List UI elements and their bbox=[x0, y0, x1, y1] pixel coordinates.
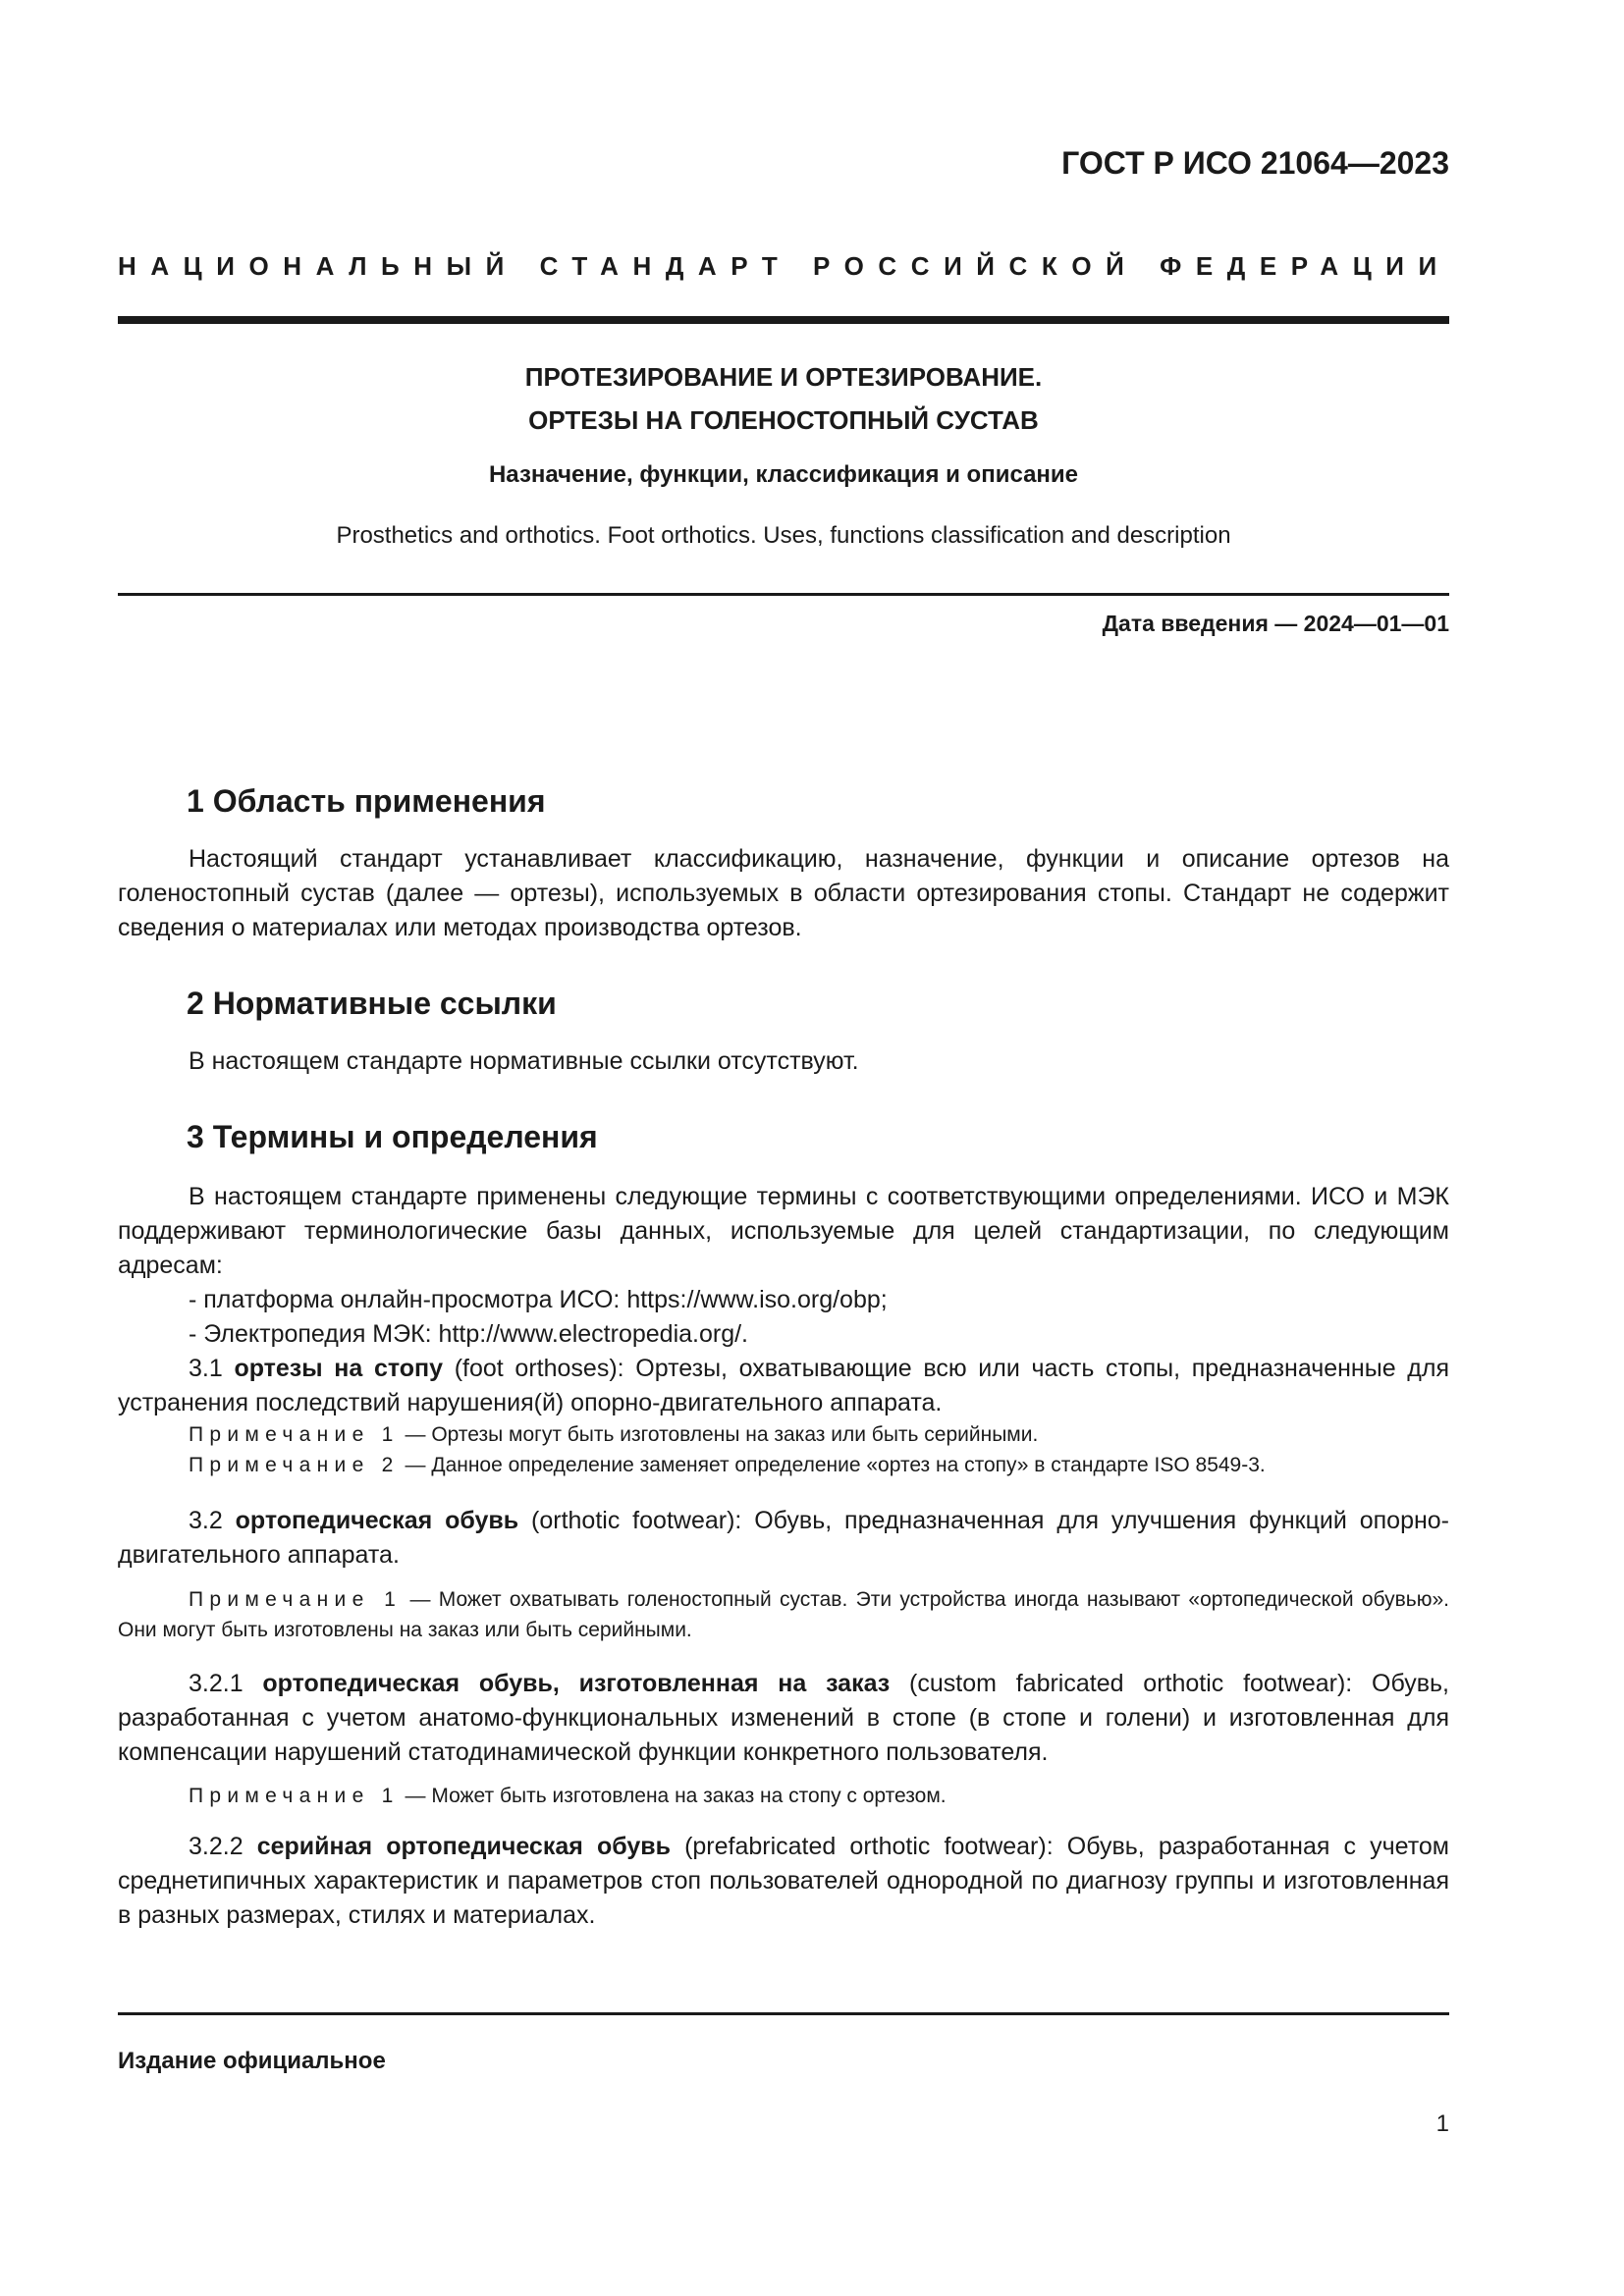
page-number: 1 bbox=[1435, 2110, 1449, 2137]
note-label: Примечание 2 bbox=[189, 1454, 400, 1476]
term-3-1-term: ортезы на стопу bbox=[234, 1355, 444, 1382]
term-3-2-1-note-1 bbox=[118, 1781, 1449, 1811]
term-3-2-2 bbox=[118, 1830, 1449, 1933]
section-2-text bbox=[118, 1044, 1449, 1079]
header-divider bbox=[118, 316, 1449, 324]
section-2-paragraph: В настоящем стандарте нормативные ссылки отсутствуют. bbox=[189, 1047, 859, 1075]
section-3-intro bbox=[118, 1180, 1449, 1420]
note-text: — Может быть изготовлена на заказ на стопу с ортезом. bbox=[399, 1785, 947, 1807]
term-3-2-1 bbox=[118, 1667, 1449, 1770]
note-label: Примечание 1 bbox=[189, 1785, 400, 1807]
term-3-2-number: 3.2 bbox=[189, 1507, 236, 1534]
note-text: — Данное определение заменяет определение «ортез на стопу» в стандарте ISO 8549-3. bbox=[399, 1454, 1266, 1476]
section-1-paragraph: Настоящий стандарт устанавливает классификацию, назначение, функции и описание ортезов на голеностопный сустав (далее — ортезы), используемых в области ортезирования стопы. Стандарт не содержит сведения о материалах или методах производства ортезов. bbox=[118, 845, 1449, 941]
section-3-intro-paragraph: В настоящем стандарте применены следующие термины с соответствующими определениями. ИСО и МЭК поддерживают терминологические базы данных, используемые для целей стандартизации, по следующим адресам: bbox=[118, 1183, 1449, 1279]
term-3-2-note-1 bbox=[118, 1584, 1449, 1645]
english-title: Prosthetics and orthotics. Foot orthotics. Uses, functions classification and description bbox=[336, 522, 1231, 549]
document-title bbox=[118, 355, 1449, 442]
term-3-1-number: 3.1 bbox=[189, 1355, 235, 1382]
term-3-2 bbox=[118, 1504, 1449, 1573]
document-subtitle: Назначение, функции, классификация и описание bbox=[488, 461, 1079, 488]
title-line-2: ОРТЕЗЫ НА ГОЛЕНОСТОПНЫЙ СУСТАВ bbox=[528, 405, 1039, 435]
national-standard-banner: НАЦИОНАЛЬНЫЙ СТАНДАРТ РОССИЙСКОЙ ФЕДЕРАЦИИ bbox=[118, 251, 1451, 281]
term-3-2-notes bbox=[118, 1584, 1449, 1645]
note-label: Примечание 1 bbox=[189, 1423, 400, 1446]
term-3-2-1-number: 3.2.1 bbox=[189, 1670, 263, 1697]
term-3-2-1-term: ортопедическая обувь, изготовленная на заказ bbox=[262, 1670, 891, 1697]
introduction-date: Дата введения — 2024—01—01 bbox=[1102, 611, 1449, 636]
term-3-2-2-definition: (prefabricated orthotic footwear): Обувь, разработанная с учетом среднетипичных характеристик и параметров стоп пользователей однородной по диагнозу группы и изготовленная в разных размерах, стилях и материалах. bbox=[118, 1833, 1449, 1929]
term-3-1 bbox=[118, 1352, 1449, 1420]
term-3-1-note-2 bbox=[118, 1450, 1449, 1480]
term-3-2-1-definition: (custom fabricated orthotic footwear): Обувь, разработанная с учетом анатомо-функциональных изменений в стопе (в стопе и голени) и изготовленная для компенсации нарушений статодинамической функции конкретного пользователя. bbox=[118, 1670, 1449, 1766]
term-3-1-definition: (foot orthoses): Ортезы, охватывающие всю или часть стопы, предназначенные для устранения последствий нарушения(й) опорно-двигательного аппарата. bbox=[118, 1355, 1450, 1416]
section-3-heading: 3 Термины и определения bbox=[187, 1119, 598, 1154]
term-3-2-2-paragraph bbox=[118, 1830, 1449, 1933]
term-3-2-term: ортопедическая обувь bbox=[235, 1507, 519, 1534]
official-edition-label: Издание официальное bbox=[118, 2048, 386, 2074]
document-code: ГОСТ Р ИСО 21064—2023 bbox=[1061, 145, 1449, 181]
section-2-heading: 2 Нормативные ссылки bbox=[187, 986, 557, 1021]
term-3-2-2-term: серийная ортопедическая обувь bbox=[256, 1833, 671, 1860]
note-text: — Может охватывать голеностопный сустав. Эти устройства иногда называют «ортопедической обувью». Они могут быть изготовлены на заказ или быть серийными. bbox=[118, 1588, 1449, 1641]
note-text: — Ортезы могут быть изготовлены на заказ или быть серийными. bbox=[399, 1423, 1039, 1446]
section-1-text bbox=[118, 842, 1449, 945]
term-3-2-definition: (orthotic footwear): Обувь, предназначенная для улучшения функций опорно-двигательного аппарата. bbox=[118, 1507, 1450, 1569]
term-3-2-1-notes bbox=[118, 1781, 1449, 1811]
term-3-1-note-1 bbox=[118, 1419, 1449, 1450]
title-line-1: ПРОТЕЗИРОВАНИЕ И ОРТЕЗИРОВАНИЕ. bbox=[524, 362, 1043, 392]
term-3-2-1-paragraph bbox=[118, 1667, 1449, 1770]
section-1-heading: 1 Область применения bbox=[187, 783, 546, 819]
title-divider bbox=[118, 593, 1449, 596]
section-3-list-item-1: - платформа онлайн-просмотра ИСО: https://www.iso.org/obp; bbox=[189, 1286, 888, 1313]
section-3-list-item-2: - Электропедия МЭК: http://www.electropedia.org/. bbox=[189, 1320, 748, 1348]
note-label: Примечание 1 bbox=[189, 1588, 403, 1611]
term-3-2-paragraph bbox=[118, 1504, 1449, 1573]
term-3-1-notes bbox=[118, 1419, 1449, 1480]
term-3-2-2-number: 3.2.2 bbox=[189, 1833, 257, 1860]
footer-divider bbox=[118, 2012, 1449, 2015]
